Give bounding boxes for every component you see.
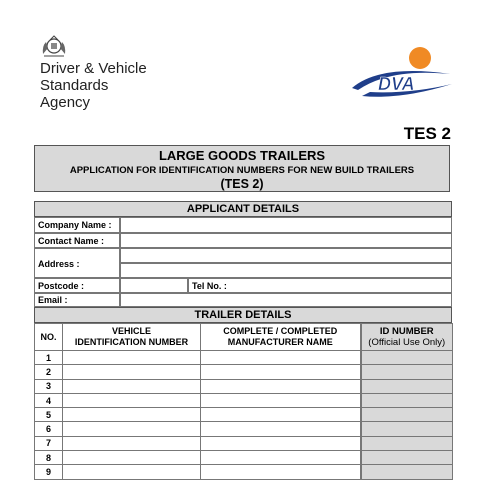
table-row [35,422,453,436]
tel-field[interactable] [188,278,452,293]
col-header-vin-line-1: VEHICLE [111,326,151,336]
dvsa-agency-name [40,60,147,111]
agency-line-3: Agency [40,94,91,111]
address-label: Address : [38,259,80,269]
postcode-label: Postcode : [38,281,85,291]
table-row [35,351,453,365]
manufacturer-cell[interactable] [201,351,361,365]
dva-logo [350,46,454,100]
agency-line-1: Driver & Vehicle [40,60,147,77]
address-field-line-2[interactable] [120,263,452,278]
table-row [35,451,453,465]
col-header-manufacturer [201,324,361,351]
trailer-details-table [34,323,453,480]
col-header-vin [63,324,201,351]
vin-cell[interactable] [63,393,201,407]
row-number: 4 [35,393,63,407]
vin-cell[interactable] [63,436,201,450]
table-row [35,408,453,422]
row-number: 7 [35,436,63,450]
vin-cell[interactable] [63,451,201,465]
table-row [35,436,453,450]
vin-cell[interactable] [63,465,201,479]
agency-line-2: Standards [40,77,109,94]
row-number: 3 [35,379,63,393]
id-number-cell [361,436,453,450]
row-number: 8 [35,451,63,465]
col-header-id-line-1: ID NUMBER [379,326,434,337]
postcode-field[interactable] [120,278,188,293]
vin-cell[interactable] [63,408,201,422]
dva-logo-text: DVA [378,74,415,94]
form-code-title: (TES 2) [220,177,264,191]
vin-cell[interactable] [63,379,201,393]
manufacturer-cell[interactable] [201,379,361,393]
form-code: TES 2 [403,124,451,143]
id-number-cell [361,379,453,393]
manufacturer-cell[interactable] [201,422,361,436]
trailer-table-header-row [35,324,453,351]
row-number: 6 [35,422,63,436]
table-row [35,465,453,479]
contact-name-field[interactable] [120,233,452,248]
col-header-mfr-line-1: COMPLETE / COMPLETED [223,326,338,336]
col-header-mfr-line-2: MANUFACTURER NAME [227,337,333,347]
id-number-cell [361,451,453,465]
royal-crest-icon [40,34,68,58]
table-row [35,365,453,379]
vin-cell[interactable] [63,365,201,379]
form-title: LARGE GOODS TRAILERS [158,148,326,163]
col-header-id-line-2: (Official Use Only) [368,337,446,348]
vin-cell[interactable] [63,351,201,365]
manufacturer-cell[interactable] [201,365,361,379]
manufacturer-cell[interactable] [201,436,361,450]
id-number-cell [361,351,453,365]
manufacturer-cell[interactable] [201,465,361,479]
table-row [35,393,453,407]
company-name-field[interactable] [120,217,452,233]
id-number-cell [361,422,453,436]
form-title-box [34,145,450,192]
row-number: 2 [35,365,63,379]
company-name-label: Company Name : [38,220,112,230]
trailer-section-heading: TRAILER DETAILS [34,307,452,323]
vin-cell[interactable] [63,422,201,436]
col-header-vin-line-2: IDENTIFICATION NUMBER [74,337,189,347]
address-field-line-1[interactable] [120,248,452,263]
manufacturer-cell[interactable] [201,393,361,407]
row-number: 9 [35,465,63,479]
contact-name-label: Contact Name : [38,236,105,246]
col-header-no: NO. [35,324,63,351]
row-number: 5 [35,408,63,422]
id-number-cell [361,393,453,407]
applicant-section-heading: APPLICANT DETAILS [34,201,452,217]
table-row [35,379,453,393]
form-subtitle: APPLICATION FOR IDENTIFICATION NUMBERS FOR NEW BUILD TRAILERS [69,165,415,176]
id-number-cell [361,465,453,479]
id-number-cell [361,365,453,379]
email-label: Email : [38,295,68,305]
manufacturer-cell[interactable] [201,451,361,465]
manufacturer-cell[interactable] [201,408,361,422]
row-number: 1 [35,351,63,365]
id-number-cell [361,408,453,422]
tel-label: Tel No. : [192,281,227,291]
col-header-id-number [361,324,453,351]
email-field[interactable] [120,293,452,307]
